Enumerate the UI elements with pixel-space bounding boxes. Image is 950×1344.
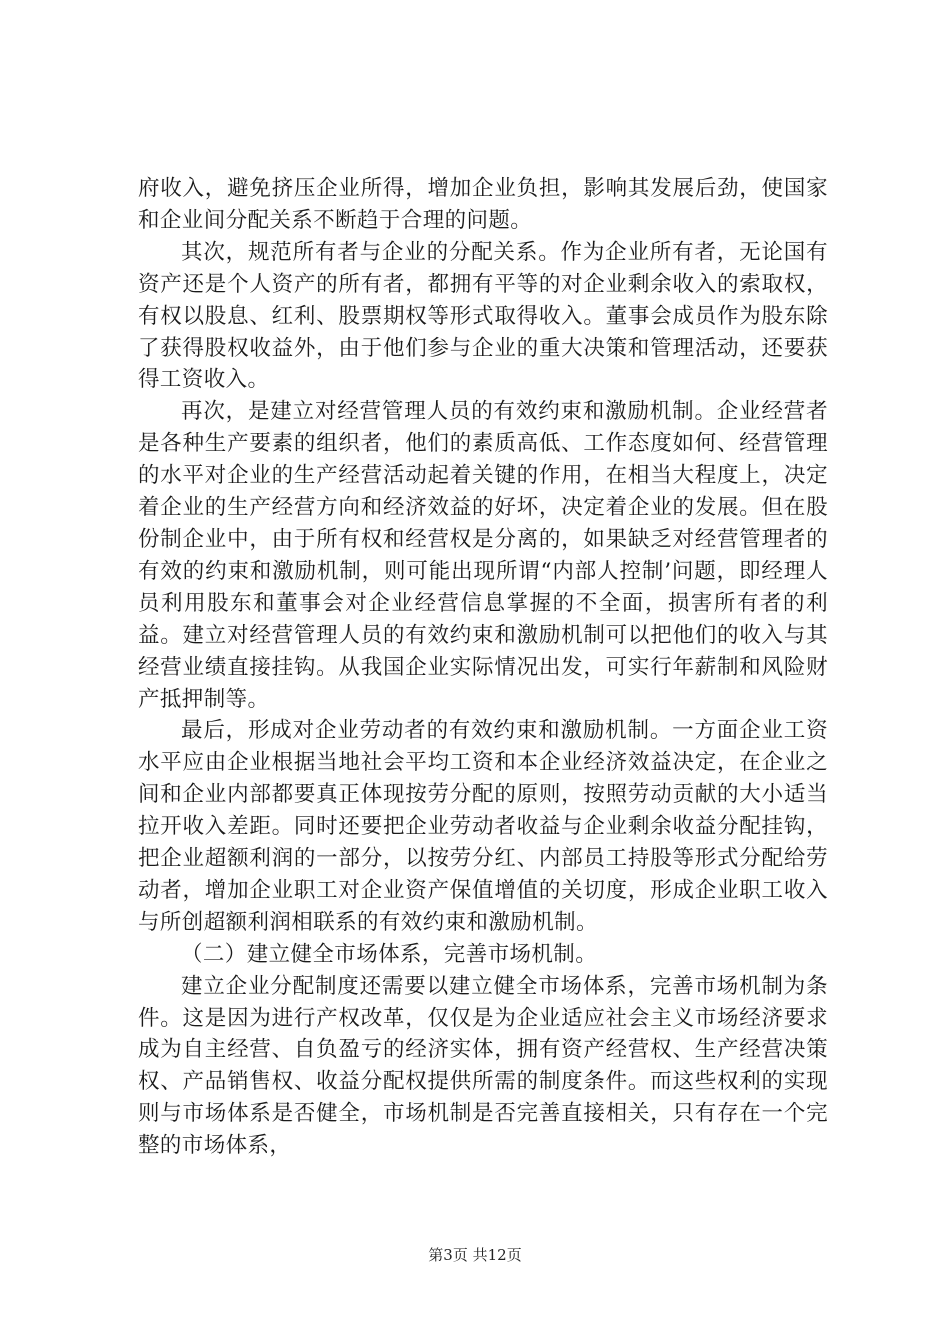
paragraph-5: 建立企业分配制度还需要以建立健全市场体系，完善市场机制为条件。这是因为进行产权改革，仅仅是为企业适应社会主义市场经济要求成为自主经营、自负盈亏的经济实体，拥有资产经营权、生产经营决策权、产品销售权、收益分配权提供所需的制度条件。而这些权利的实现则与市场体系是否健全，市场机制是否完善直接相关，只有存在一个完整的市场体系，	[138, 973, 828, 1159]
paragraph-4: 最后，形成对企业劳动者的有效约束和激励机制。一方面企业工资水平应由企业根据当地社会平均工资和本企业经济效益决定，在企业之间和企业内部都要真正体现按劳分配的原则，按照劳动贡献的大小适当拉开收入差距。同时还要把企业劳动者收益与企业剩余收益分配挂钩，把企业超额利润的一部分，以按劳分红、内部员工持股等形式分配给劳动者，增加企业职工对企业资产保值增值的关切度，形成企业职工收入与所创超额利润相联系的有效约束和激励机制。	[138, 718, 828, 935]
paragraph-1: 府收入，避免挤压企业所得，增加企业负担，影响其发展后劲，使国家和企业间分配关系不断趋于合理的问题。	[138, 176, 828, 233]
section-heading: （二）建立健全市场体系，完善市场机制。	[181, 941, 598, 967]
paragraph-3: 再次，是建立对经营管理人员的有效约束和激励机制。企业经营者是各种生产要素的组织者，他们的素质高低、工作态度如何、经营管理的水平对企业的生产经营活动起着关键的作用，在相当大程度上，决定着企业的生产经营方向和经济效益的好坏，决定着企业的发展。但在股份制企业中，由于所有权和经营权是分离的，如果缺乏对经营管理者的有效的约束和激励机制，则可能出现所谓“内部人控制’问题，即经理人员利用股东和董事会对企业经营信息掌握的不全面，损害所有者的利益。建立对经营管理人员的有效约束和激励机制可以把他们的收入与其经营业绩直接挂钩。从我国企业实际情况出发，可实行年薪制和风险财产抵押制等。	[138, 399, 828, 712]
document-body	[138, 173, 828, 1162]
paragraph-2: 其次，规范所有者与企业的分配关系。作为企业所有者，无论国有资产还是个人资产的所有者，都拥有平等的对企业剩余收入的索取权，有权以股息、红利、股票期权等形式取得收入。董事会成员作为股东除了获得股权收益外，由于他们参与企业的重大决策和管理活动，还要获得工资收入。	[138, 239, 828, 393]
page-footer: 第3页 共12页	[428, 1246, 522, 1264]
